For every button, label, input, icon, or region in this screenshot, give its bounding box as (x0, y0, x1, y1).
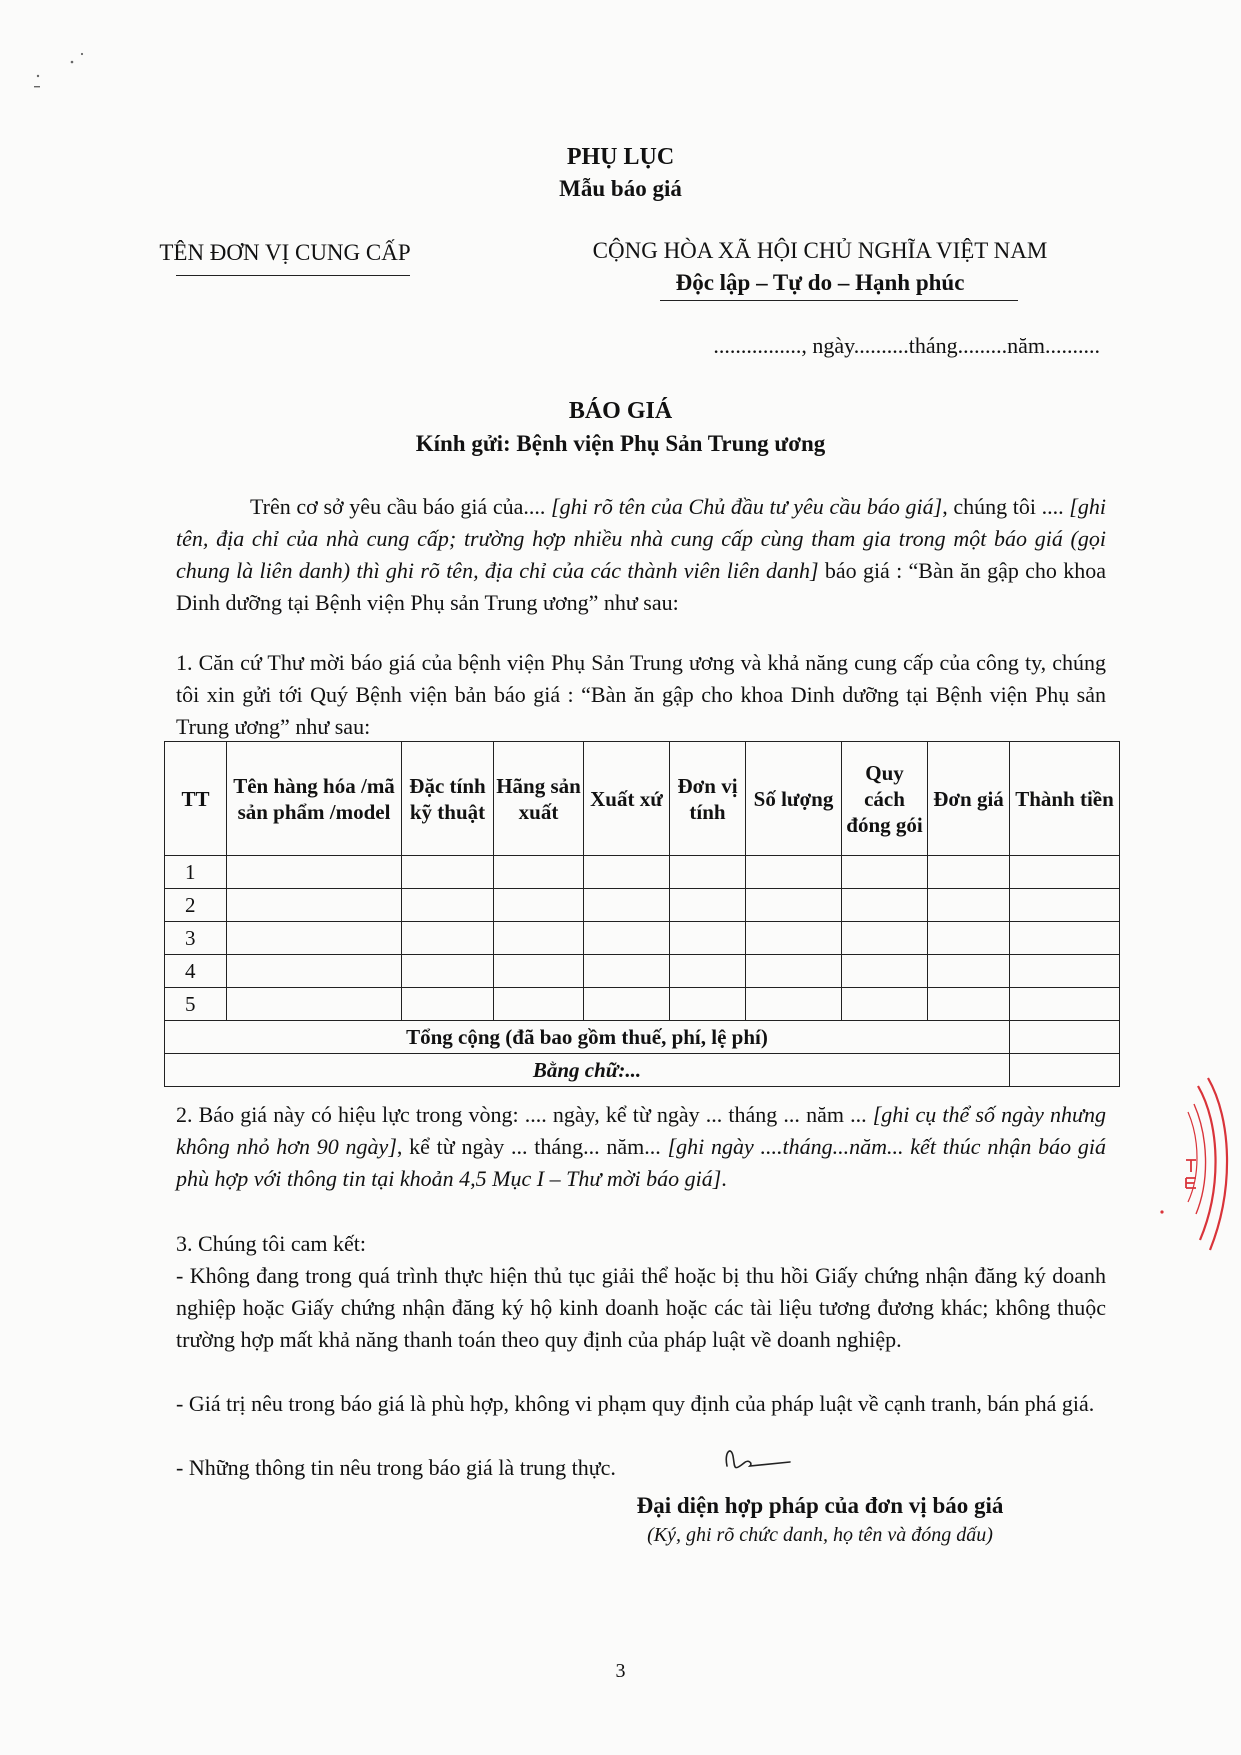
col-header-total: Thành tiền (1010, 742, 1120, 856)
form-name: Mẫu báo giá (559, 176, 682, 201)
item-1-paragraph: 1. Căn cứ Thư mời báo giá của bệnh viện Phụ Sản Trung ương và khả năng cung cấp của công ty, chúng tôi xin gửi tới Quý Bệnh viện bản báo giá : “Bàn ăn gập cho khoa Dinh dưỡng tại Bệnh viện Phụ sản Trung ương” như sau: (176, 650, 1106, 739)
col-header-maker: Hãng sản xuất (494, 742, 584, 856)
row-number: 3 (165, 922, 227, 955)
col-header-origin: Xuất xứ (584, 742, 670, 856)
national-motto: Độc lập – Tự do – Hạnh phúc (675, 270, 965, 295)
commitment-heading: 3. Chúng tôi cam kết: (176, 1231, 367, 1256)
intro-text-e: báo giá : “Bàn ăn gập cho khoa Dinh dưỡng tại Bệnh viện Phụ sản Trung ương” như sau: (176, 558, 1107, 615)
col-header-spec: Đặc tính kỹ thuật (402, 742, 494, 856)
col-header-price: Đơn giá (928, 742, 1010, 856)
supplier-name-placeholder: TÊN ĐƠN VỊ CUNG CẤP (159, 240, 411, 265)
col-header-pack: Quy cách đóng gói (842, 742, 928, 856)
appendix-title: PHỤ LỤC (566, 144, 675, 170)
signature-title: Đại diện hợp pháp của đơn vị báo giá (636, 1493, 1004, 1518)
initials-scribble (726, 1451, 790, 1468)
page-number: 3 (615, 1660, 626, 1682)
red-stamp-icon (1160, 1078, 1227, 1250)
nation-name: CỘNG HÒA XÃ HỘI CHỦ NGHĨA VIỆT NAM (592, 238, 1048, 263)
validity-note-days: [ghi cụ thể số ngày nhưng không nhỏ hơn 90 ngày] (176, 1102, 1106, 1159)
signature-note: (Ký, ghi rõ chức danh, họ tên và đóng dấu) (647, 1524, 993, 1546)
intro-text-c: , chúng tôi .... (942, 494, 1070, 519)
quote-recipient: Kính gửi: Bệnh viện Phụ Sản Trung ương (415, 431, 826, 456)
row-number: 2 (165, 889, 227, 922)
col-header-qty: Số lượng (746, 742, 842, 856)
scan-specks (34, 53, 83, 88)
validity-text-end: . (721, 1166, 727, 1191)
col-header-unit: Đơn vị tính (670, 742, 746, 856)
row-number: 4 (165, 955, 227, 988)
row-number: 5 (165, 988, 227, 1021)
col-header-name: Tên hàng hóa /mã sản phẩm /model (227, 742, 402, 856)
commitment-1: - Không đang trong quá trình thực hiện thủ tục giải thể hoặc bị thu hồi Giấy chứng nhận đăng ký doanh nghiệp hoặc Giấy chứng nhận đăng ký hộ kinh doanh hoặc các tài liệu tương đương khác; không thuộc trường hợp mất khả năng thanh toán theo quy định của pháp luật về doanh nghiệp. (176, 1263, 1106, 1352)
intro-note-requester: [ghi rõ tên của Chủ đầu tư yêu cầu báo giá] (551, 494, 943, 519)
commitment-2: - Giá trị nêu trong báo giá là phù hợp, không vi phạm quy định của pháp luật về cạnh tranh, bán phá giá. (176, 1391, 1095, 1416)
date-line: ................, ngày..........tháng.........năm.......... (713, 333, 1100, 358)
total-label: Tổng cộng (đã bao gồm thuế, phí, lệ phí) (165, 1021, 1010, 1054)
validity-note-end-date: [ghi ngày ....tháng...năm... kết thúc nhận báo giá phù hợp với thông tin tại khoản 4,5 Mục I – Thư mời báo giá] (176, 1134, 1106, 1191)
col-header-tt: TT (165, 742, 227, 856)
validity-text-a: 2. Báo giá này có hiệu lực trong vòng: .... ngày, kể từ ngày ... tháng ... năm ... (176, 1102, 873, 1127)
commitment-3: - Những thông tin nêu trong báo giá là trung thực. (176, 1455, 616, 1480)
quote-title: BÁO GIÁ (568, 398, 673, 424)
intro-note-supplier: [ghi tên, địa chỉ của nhà cung cấp; trường hợp nhiều nhà cung cấp cùng tham gia trong một báo giá (gọi chung là liên danh) thì ghi rõ tên, địa chỉ của các thành viên liên danh] (176, 494, 1106, 583)
in-words-label: Bằng chữ:... (165, 1054, 1010, 1087)
intro-text-a: Trên cơ sở yêu cầu báo giá của.... (250, 494, 552, 519)
row-number: 1 (165, 856, 227, 889)
validity-text-c: , kể từ ngày ... tháng... năm... (396, 1134, 668, 1159)
